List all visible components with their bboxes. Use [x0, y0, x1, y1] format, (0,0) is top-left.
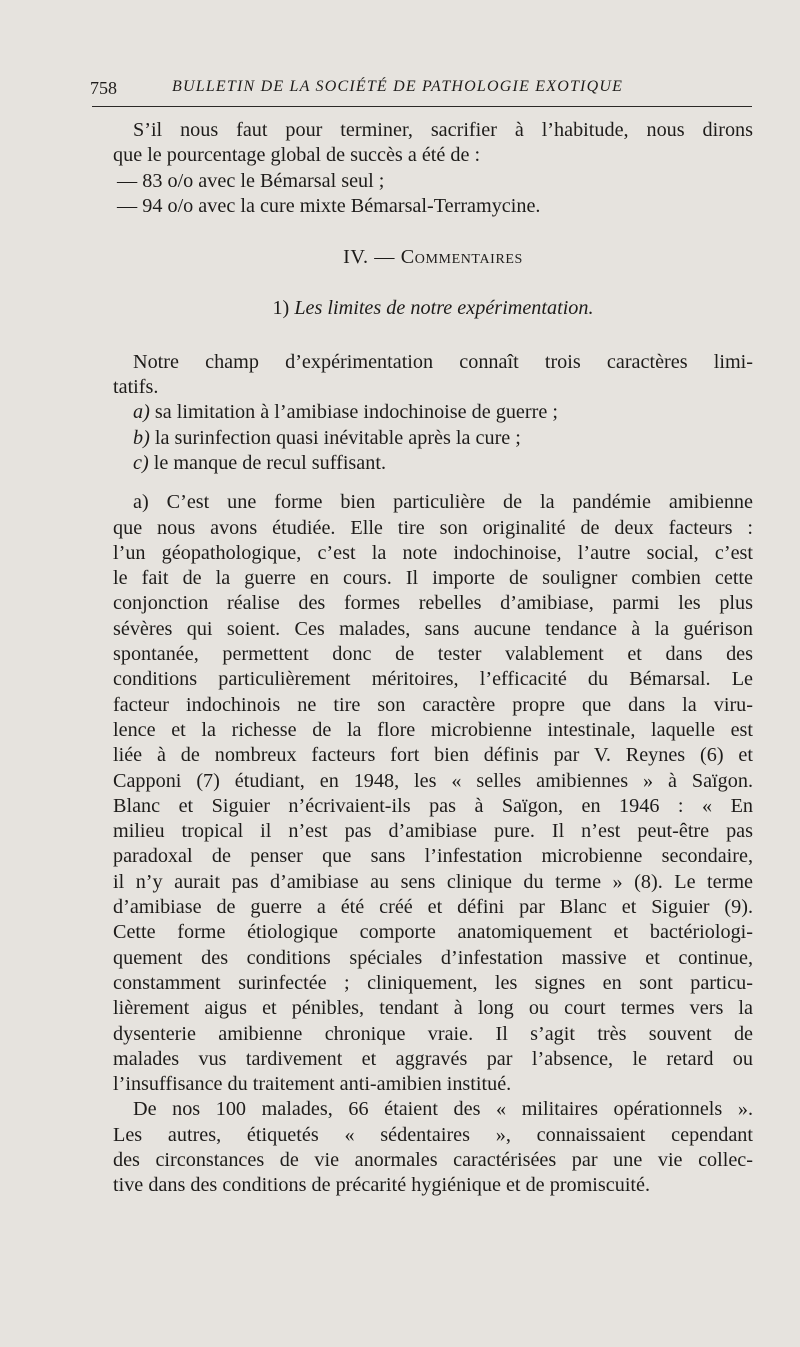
text-line: paradoxal de penser que sans l’infestation microbienne secondaire, [113, 845, 753, 868]
result-line: — 94 o/o avec la cure mixte Bémarsal-Terramycine. [117, 194, 541, 217]
text-line: des circonstances de vie anormales caractérisées par une vie collec- [113, 1148, 753, 1171]
text-line: spontanée, permettent donc de tester valablement et dans des [113, 643, 753, 666]
list-item-text: sa limitation à l’amibiase indochinoise de guerre ; [154, 401, 558, 424]
text-line: que nous avons étudiée. Elle tire son originalité de deux facteurs : [113, 516, 753, 539]
text-line: Les autres, étiquetés « sédentaires », connaissaient cependant [113, 1123, 753, 1146]
result-line: — 83 o/o avec le Bémarsal seul ; [117, 169, 385, 192]
text-line: dysenterie amibienne chronique vraie. Il s’agit très souvent de [113, 1022, 753, 1045]
subsection-heading [113, 296, 753, 321]
header-rule [92, 106, 752, 107]
list-item [113, 400, 753, 425]
text-line: conditions particulièrement méritoires, l’efficacité du Bémarsal. Le [113, 668, 753, 691]
list-marker: b) [133, 426, 150, 449]
paragraph [113, 490, 753, 1097]
text-line: lièrement aigus et pénibles, tendant à long ou court termes vers la [113, 997, 753, 1020]
page-number: 758 [90, 78, 117, 98]
page-header [90, 78, 750, 102]
text-line: le fait de la guerre en cours. Il importe de souligner combien cette [113, 567, 753, 590]
text-line: Notre champ d’expérimentation connaît trois caractères limi- [133, 350, 753, 373]
subsection-number: 1) [272, 297, 290, 320]
text-line: a) C’est une forme bien particulière de la pandémie amibienne [133, 491, 753, 514]
running-title: BULLETIN DE LA SOCIÉTÉ DE PATHOLOGIE EXOTIQUE [172, 78, 624, 95]
section-heading: IV. — Commentaires [343, 246, 523, 269]
text-line: Blanc et Siguier n’écrivaient-ils pas à Saïgon, en 1946 : « En [113, 794, 753, 817]
list-item [113, 426, 753, 451]
text-line: l’un géopathologique, c’est la note indochinoise, l’autre social, c’est [113, 541, 753, 564]
text-line: d’amibiase de guerre a été créé et défini par Blanc et Siguier (9). [113, 896, 753, 919]
text-line: milieu tropical il n’est pas d’amibiase pure. Il n’est peut-être pas [113, 820, 753, 843]
body-text [113, 118, 753, 1199]
text-line: facteur indochinois ne tire son caractère propre que dans la viru- [113, 693, 753, 716]
list-item-text: le manque de recul suffisant. [153, 451, 386, 474]
text-line: liée à de nombreux facteurs fort bien définis par V. Reynes (6) et [113, 744, 753, 767]
text-line: lence et la richesse de la flore microbienne intestinale, laquelle est [113, 718, 753, 741]
list-item-text: la surinfection quasi inévitable après la cure ; [154, 426, 521, 449]
text-line: l’insuffisance du traitement anti-amibien institué. [113, 1073, 512, 1096]
limits-list [113, 400, 753, 476]
text-line: malades vus tardivement et aggravés par l’absence, le retard ou [113, 1047, 753, 1070]
list-marker: c) [133, 451, 149, 474]
list-item [113, 451, 753, 476]
text-line: sévères qui soient. Ces malades, sans aucune tendance à la guérison [113, 617, 753, 640]
paragraph [113, 350, 753, 401]
text-line: Capponi (7) étudiant, en 1948, les « selles amibiennes » à Saïgon. [113, 769, 753, 792]
text-line: S’il nous faut pour terminer, sacrifier à l’habitude, nous dirons [133, 119, 753, 141]
text-line: De nos 100 malades, 66 étaient des « militaires opérationnels ». [133, 1098, 753, 1121]
text-line: conjonction réalise des formes rebelles d’amibiase, parmi les plus [113, 592, 753, 615]
text-line: tatifs. [113, 376, 159, 399]
text-line: constamment surinfectée ; cliniquement, les signes en sont particu- [113, 971, 753, 994]
list-marker: a) [133, 401, 150, 424]
text-line: il n’y aurait pas d’amibiase au sens clinique du terme » (8). Le terme [113, 870, 753, 893]
text-line: Cette forme étiologique comporte anatomiquement et bactériologi- [113, 921, 753, 944]
intro-paragraph [113, 118, 753, 219]
text-line: tive dans des conditions de précarité hygiénique et de promiscuité. [113, 1174, 651, 1197]
paragraph [113, 1097, 753, 1198]
text-line: que le pourcentage global de succès a été de : [113, 144, 481, 167]
text-line: quement des conditions spéciales d’infestation massive et continue, [113, 946, 753, 969]
subsection-title: Les limites de notre expérimentation. [294, 297, 594, 320]
